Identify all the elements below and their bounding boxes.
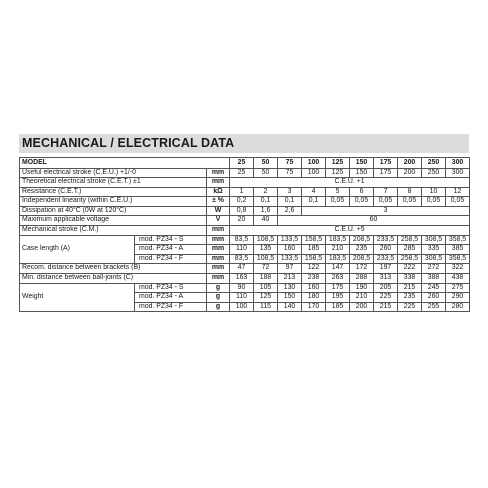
useful-stroke-value: 200 bbox=[398, 168, 422, 178]
useful-stroke-value: 300 bbox=[446, 168, 470, 178]
resistance-unit: kΩ bbox=[207, 187, 230, 197]
min-distance-unit: mm bbox=[207, 274, 230, 284]
resistance-value: 4 bbox=[302, 187, 326, 197]
weight-unit: g bbox=[207, 302, 230, 312]
model-header: MODEL bbox=[20, 158, 230, 169]
linearity-value: 0,1 bbox=[254, 197, 278, 207]
dissipation-value: 1,6 bbox=[254, 206, 278, 216]
case-length-value: 158,5 bbox=[302, 254, 326, 264]
weight-value: 185 bbox=[326, 302, 350, 312]
weight-value: 225 bbox=[374, 293, 398, 303]
useful-stroke-value: 175 bbox=[374, 168, 398, 178]
mechanical-stroke-row bbox=[20, 226, 470, 236]
max-voltage-label: Maximum applicable voltage bbox=[20, 216, 207, 226]
case-length-value: 110 bbox=[230, 245, 254, 255]
weight-value: 200 bbox=[350, 302, 374, 312]
weight-value: 90 bbox=[230, 283, 254, 293]
weight-value: 130 bbox=[278, 283, 302, 293]
useful-stroke-value: 50 bbox=[254, 168, 278, 178]
min-distance-value: 263 bbox=[326, 274, 350, 284]
linearity-row bbox=[20, 197, 470, 207]
case-length-value: 260 bbox=[374, 245, 398, 255]
case-length-value: 133,5 bbox=[278, 254, 302, 264]
model-column-header: 75 bbox=[278, 158, 302, 169]
case-length-model: mod. PZ34 - A bbox=[135, 245, 207, 255]
model-column-header: 300 bbox=[446, 158, 470, 169]
resistance-value: 1 bbox=[230, 187, 254, 197]
min-distance-label: Min. distance between ball-joints (C) bbox=[20, 274, 207, 284]
weight-value: 235 bbox=[398, 293, 422, 303]
weight-value: 280 bbox=[446, 302, 470, 312]
case-length-model: mod. PZ34 - S bbox=[135, 235, 207, 245]
linearity-unit: ± % bbox=[207, 197, 230, 207]
linearity-value: 0,05 bbox=[398, 197, 422, 207]
weight-model: mod. PZ34 - S bbox=[135, 283, 207, 293]
case-length-value: 385 bbox=[446, 245, 470, 255]
dissipation-label: Dissipation at 40°C (0W at 120°C) bbox=[20, 206, 207, 216]
case-length-value: 233,5 bbox=[374, 254, 398, 264]
weight-value: 210 bbox=[350, 293, 374, 303]
recom-distance-unit: mm bbox=[207, 264, 230, 274]
weight-value: 170 bbox=[302, 302, 326, 312]
header-row bbox=[20, 158, 470, 169]
min-distance-value: 163 bbox=[230, 274, 254, 284]
mechanical-stroke-unit: mm bbox=[207, 226, 230, 236]
case-length-model: mod. PZ34 - F bbox=[135, 254, 207, 264]
case-length-value: 133,5 bbox=[278, 235, 302, 245]
resistance-value: 12 bbox=[446, 187, 470, 197]
case-length-value: 83,5 bbox=[230, 254, 254, 264]
case-length-unit: mm bbox=[207, 254, 230, 264]
weight-value: 150 bbox=[278, 293, 302, 303]
useful-stroke-unit: mm bbox=[207, 168, 230, 178]
dissipation-value: 0,8 bbox=[230, 206, 254, 216]
weight-row bbox=[20, 283, 470, 293]
dissipation-row bbox=[20, 206, 470, 216]
min-distance-value: 438 bbox=[446, 274, 470, 284]
weight-label: Weight bbox=[20, 283, 135, 312]
weight-value: 140 bbox=[278, 302, 302, 312]
weight-value: 115 bbox=[254, 302, 278, 312]
useful-stroke-value: 100 bbox=[302, 168, 326, 178]
weight-value: 125 bbox=[254, 293, 278, 303]
linearity-value: 0,2 bbox=[230, 197, 254, 207]
mechanical-stroke-span-value: C.E.U. +5 bbox=[230, 226, 470, 236]
resistance-label: Resistance (C.E.T.) bbox=[20, 187, 207, 197]
case-length-value: 210 bbox=[326, 245, 350, 255]
case-length-value: 233,5 bbox=[374, 235, 398, 245]
resistance-row bbox=[20, 187, 470, 197]
dissipation-unit: W bbox=[207, 206, 230, 216]
case-length-value: 208,5 bbox=[350, 254, 374, 264]
resistance-value: 6 bbox=[350, 187, 374, 197]
weight-value: 160 bbox=[302, 283, 326, 293]
theoretical-stroke-row bbox=[20, 178, 470, 188]
linearity-value: 0,1 bbox=[278, 197, 302, 207]
recom-distance-value: 322 bbox=[446, 264, 470, 274]
case-length-value: 358,5 bbox=[446, 254, 470, 264]
recom-distance-value: 72 bbox=[254, 264, 278, 274]
weight-value: 180 bbox=[302, 293, 326, 303]
recom-distance-value: 222 bbox=[398, 264, 422, 274]
weight-value: 190 bbox=[350, 283, 374, 293]
max-voltage-span-value: 60 bbox=[278, 216, 470, 226]
recom-distance-value: 47 bbox=[230, 264, 254, 274]
case-length-value: 258,5 bbox=[398, 235, 422, 245]
case-length-row bbox=[20, 235, 470, 245]
case-length-value: 285 bbox=[398, 245, 422, 255]
model-column-header: 125 bbox=[326, 158, 350, 169]
linearity-value: 0,05 bbox=[422, 197, 446, 207]
case-length-value: 258,5 bbox=[398, 254, 422, 264]
resistance-value: 3 bbox=[278, 187, 302, 197]
max-voltage-value: 20 bbox=[230, 216, 254, 226]
case-length-value: 183,5 bbox=[326, 254, 350, 264]
linearity-value: 0,05 bbox=[326, 197, 350, 207]
recom-distance-value: 197 bbox=[374, 264, 398, 274]
weight-value: 105 bbox=[254, 283, 278, 293]
model-column-header: 150 bbox=[350, 158, 374, 169]
case-length-value: 83,5 bbox=[230, 235, 254, 245]
case-length-value: 158,5 bbox=[302, 235, 326, 245]
resistance-value: 10 bbox=[422, 187, 446, 197]
dissipation-span-value: 3 bbox=[302, 206, 470, 216]
section-title: MECHANICAL / ELECTRICAL DATA bbox=[19, 134, 469, 153]
case-length-value: 335 bbox=[422, 245, 446, 255]
useful-stroke-value: 75 bbox=[278, 168, 302, 178]
weight-value: 215 bbox=[398, 283, 422, 293]
case-length-value: 108,5 bbox=[254, 235, 278, 245]
max-voltage-unit: V bbox=[207, 216, 230, 226]
useful-stroke-value: 150 bbox=[350, 168, 374, 178]
resistance-value: 8 bbox=[398, 187, 422, 197]
model-column-header: 175 bbox=[374, 158, 398, 169]
weight-value: 245 bbox=[422, 283, 446, 293]
recom-distance-row bbox=[20, 264, 470, 274]
weight-model: mod. PZ34 - F bbox=[135, 302, 207, 312]
resistance-value: 2 bbox=[254, 187, 278, 197]
case-length-value: 185 bbox=[302, 245, 326, 255]
max-voltage-row bbox=[20, 216, 470, 226]
theoretical-stroke-span-value: C.E.U. +1 bbox=[230, 178, 470, 188]
linearity-value: 0,05 bbox=[374, 197, 398, 207]
useful-stroke-value: 25 bbox=[230, 168, 254, 178]
case-length-value: 183,5 bbox=[326, 235, 350, 245]
weight-value: 260 bbox=[422, 293, 446, 303]
min-distance-value: 388 bbox=[422, 274, 446, 284]
case-length-label: Case length (A) bbox=[20, 235, 135, 264]
weight-value: 225 bbox=[398, 302, 422, 312]
min-distance-value: 288 bbox=[350, 274, 374, 284]
model-column-header: 250 bbox=[422, 158, 446, 169]
weight-value: 175 bbox=[326, 283, 350, 293]
model-column-header: 50 bbox=[254, 158, 278, 169]
min-distance-value: 338 bbox=[398, 274, 422, 284]
case-length-value: 235 bbox=[350, 245, 374, 255]
linearity-value: 0,1 bbox=[302, 197, 326, 207]
model-column-header: 100 bbox=[302, 158, 326, 169]
case-length-value: 308,5 bbox=[422, 235, 446, 245]
weight-value: 100 bbox=[230, 302, 254, 312]
recom-distance-value: 97 bbox=[278, 264, 302, 274]
case-length-value: 358,5 bbox=[446, 235, 470, 245]
min-distance-value: 188 bbox=[254, 274, 278, 284]
max-voltage-value: 40 bbox=[254, 216, 278, 226]
weight-value: 195 bbox=[326, 293, 350, 303]
min-distance-value: 238 bbox=[302, 274, 326, 284]
useful-stroke-value: 250 bbox=[422, 168, 446, 178]
linearity-value: 0,05 bbox=[446, 197, 470, 207]
theoretical-stroke-unit: mm bbox=[207, 178, 230, 188]
linearity-label: Independent linearity (within C.E.U.) bbox=[20, 197, 207, 207]
case-length-unit: mm bbox=[207, 235, 230, 245]
min-distance-row bbox=[20, 274, 470, 284]
recom-distance-value: 272 bbox=[422, 264, 446, 274]
weight-value: 275 bbox=[446, 283, 470, 293]
dissipation-value: 2,6 bbox=[278, 206, 302, 216]
weight-value: 110 bbox=[230, 293, 254, 303]
weight-unit: g bbox=[207, 283, 230, 293]
useful-stroke-value: 125 bbox=[326, 168, 350, 178]
weight-value: 290 bbox=[446, 293, 470, 303]
case-length-value: 208,5 bbox=[350, 235, 374, 245]
model-column-header: 200 bbox=[398, 158, 422, 169]
case-length-unit: mm bbox=[207, 245, 230, 255]
linearity-value: 0,05 bbox=[350, 197, 374, 207]
weight-value: 215 bbox=[374, 302, 398, 312]
recom-distance-value: 122 bbox=[302, 264, 326, 274]
model-column-header: 25 bbox=[230, 158, 254, 169]
recom-distance-label: Recom. distance between brackets (B) bbox=[20, 264, 207, 274]
spec-table bbox=[19, 157, 470, 312]
weight-value: 255 bbox=[422, 302, 446, 312]
weight-value: 205 bbox=[374, 283, 398, 293]
weight-unit: g bbox=[207, 293, 230, 303]
min-distance-value: 313 bbox=[374, 274, 398, 284]
recom-distance-value: 147 bbox=[326, 264, 350, 274]
recom-distance-value: 172 bbox=[350, 264, 374, 274]
case-length-value: 308,5 bbox=[422, 254, 446, 264]
useful-stroke-label: Useful electrical stroke (C.E.U.) +1/-0 bbox=[20, 168, 207, 178]
min-distance-value: 213 bbox=[278, 274, 302, 284]
case-length-value: 135 bbox=[254, 245, 278, 255]
case-length-value: 160 bbox=[278, 245, 302, 255]
useful-stroke-row bbox=[20, 168, 470, 178]
case-length-value: 108,5 bbox=[254, 254, 278, 264]
resistance-value: 5 bbox=[326, 187, 350, 197]
theoretical-stroke-label: Theoretical electrical stroke (C.E.T.) ±1 bbox=[20, 178, 207, 188]
mechanical-stroke-label: Mechanical stroke (C.M.) bbox=[20, 226, 207, 236]
resistance-value: 7 bbox=[374, 187, 398, 197]
weight-model: mod. PZ34 - A bbox=[135, 293, 207, 303]
